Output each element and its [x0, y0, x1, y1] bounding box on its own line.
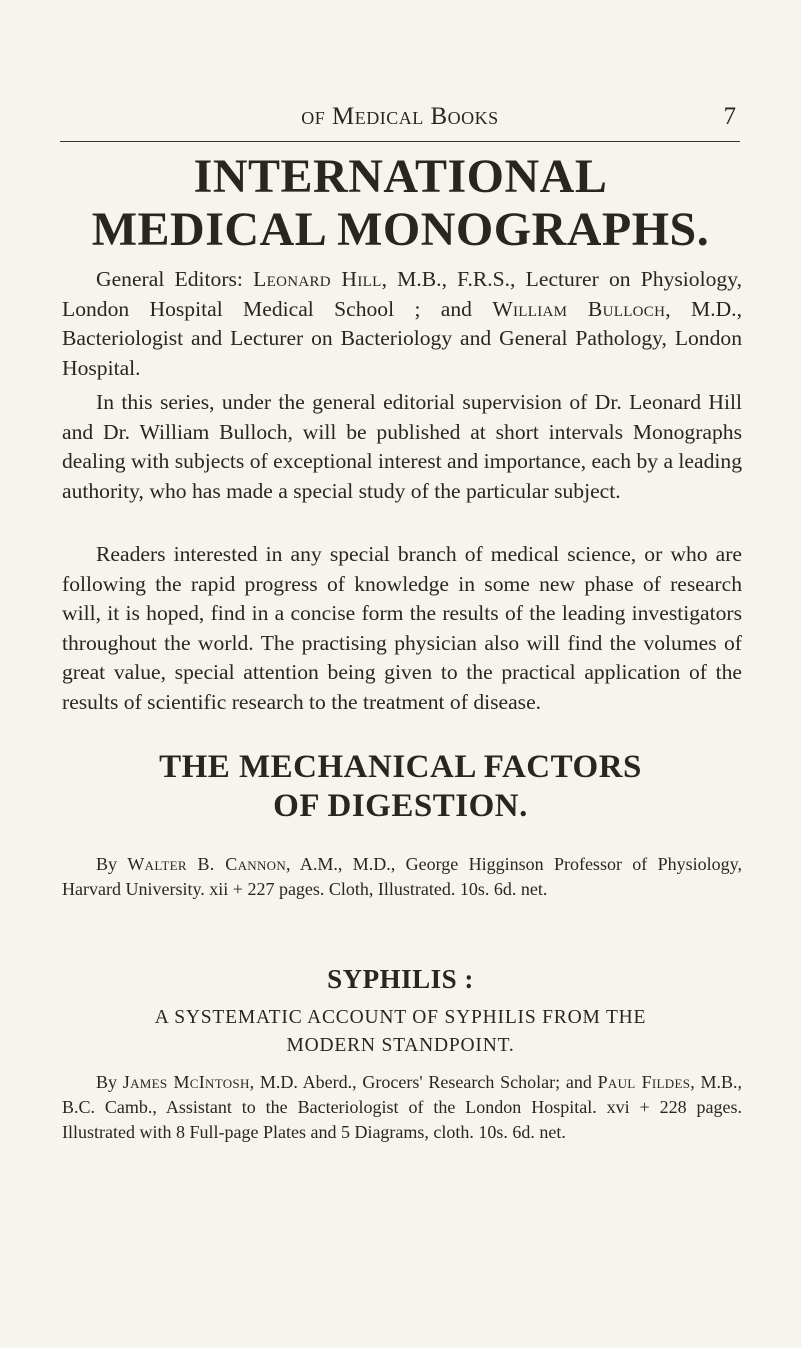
author-details-1: , M.D. Aberd., Grocers' Research Scholar; and — [249, 1072, 592, 1092]
editors-lead: General Editors: — [96, 267, 243, 291]
author-name-2: Paul Fildes — [597, 1072, 691, 1092]
book-details: , A.M., M.D., George Higginson Professor of Physiology, Harvard University. xii + 227 pages. Cloth, Illustrated. 10s. 6d. net. — [62, 854, 742, 899]
running-title: of Medical Books — [301, 103, 499, 130]
book-title-digestion-line2: OF DIGESTION. — [273, 788, 528, 824]
author-name-1: James McIntosh — [122, 1072, 250, 1092]
series-paragraph-1: In this series, under the general editorial supervision of Dr. Leonard Hill and Dr. William Bulloch, will be published at short intervals Monographs dealing with subjects of exceptional interest and importance, each by a leading authority, who has made a special study of the particular subject. — [62, 390, 742, 503]
book-subtitle-syphilis — [0, 1004, 801, 1060]
byline-syphilis — [62, 1070, 742, 1145]
byline-digestion — [62, 852, 742, 902]
editor-name-2: William Bulloch — [492, 296, 666, 321]
editor-details-2: , M.D., Bacteriologist and Lecturer on Bacteriology and General Pathology, London Hospital. — [62, 296, 742, 380]
series-title-line1: INTERNATIONAL — [193, 150, 608, 203]
book-title-digestion — [0, 748, 801, 826]
author-name: Walter B. Cannon — [127, 854, 287, 874]
book-title-syphilis: SYPHILIS : — [327, 964, 474, 994]
book-subtitle-line2: MODERN STANDPOINT. — [286, 1035, 515, 1056]
running-head — [60, 103, 740, 142]
series-title — [0, 150, 801, 256]
editors-paragraph — [62, 265, 742, 383]
editor-name-1: Leonard Hill — [253, 267, 382, 291]
series-title-line2: MEDICAL MONOGRAPHS. — [91, 203, 710, 256]
book-title-digestion-line1: THE MECHANICAL FACTORS — [159, 749, 642, 785]
series-paragraph-2: Readers interested in any special branch of medical science, or who are following the rapid progress of knowledge in some new phase of research will, it is hoped, find in a concise form the results of the leading investigators throughout the world. The practising physician also will find the volumes of great value, special attention being given to the practical application of the results of scientific research to the treatment of disease. — [62, 542, 742, 714]
byline-by: By — [96, 1072, 118, 1092]
author-details-2: , M.B., B.C. Camb., Assistant to the Bacteriologist of the London Hospital. xvi + 228 pages. Illustrated with 8 Full-page Plates and 5 Diagrams, cloth. 10s. 6d. net. — [62, 1072, 743, 1142]
byline-by: By — [96, 854, 118, 874]
editor-details-1: , M.B., F.R.S., Lecturer on Physiology, London Hospital Medical School ; and — [62, 267, 742, 321]
page-number: 7 — [723, 103, 736, 130]
book-subtitle-line1: A SYSTEMATIC ACCOUNT OF SYPHILIS FROM THE — [154, 1007, 647, 1028]
